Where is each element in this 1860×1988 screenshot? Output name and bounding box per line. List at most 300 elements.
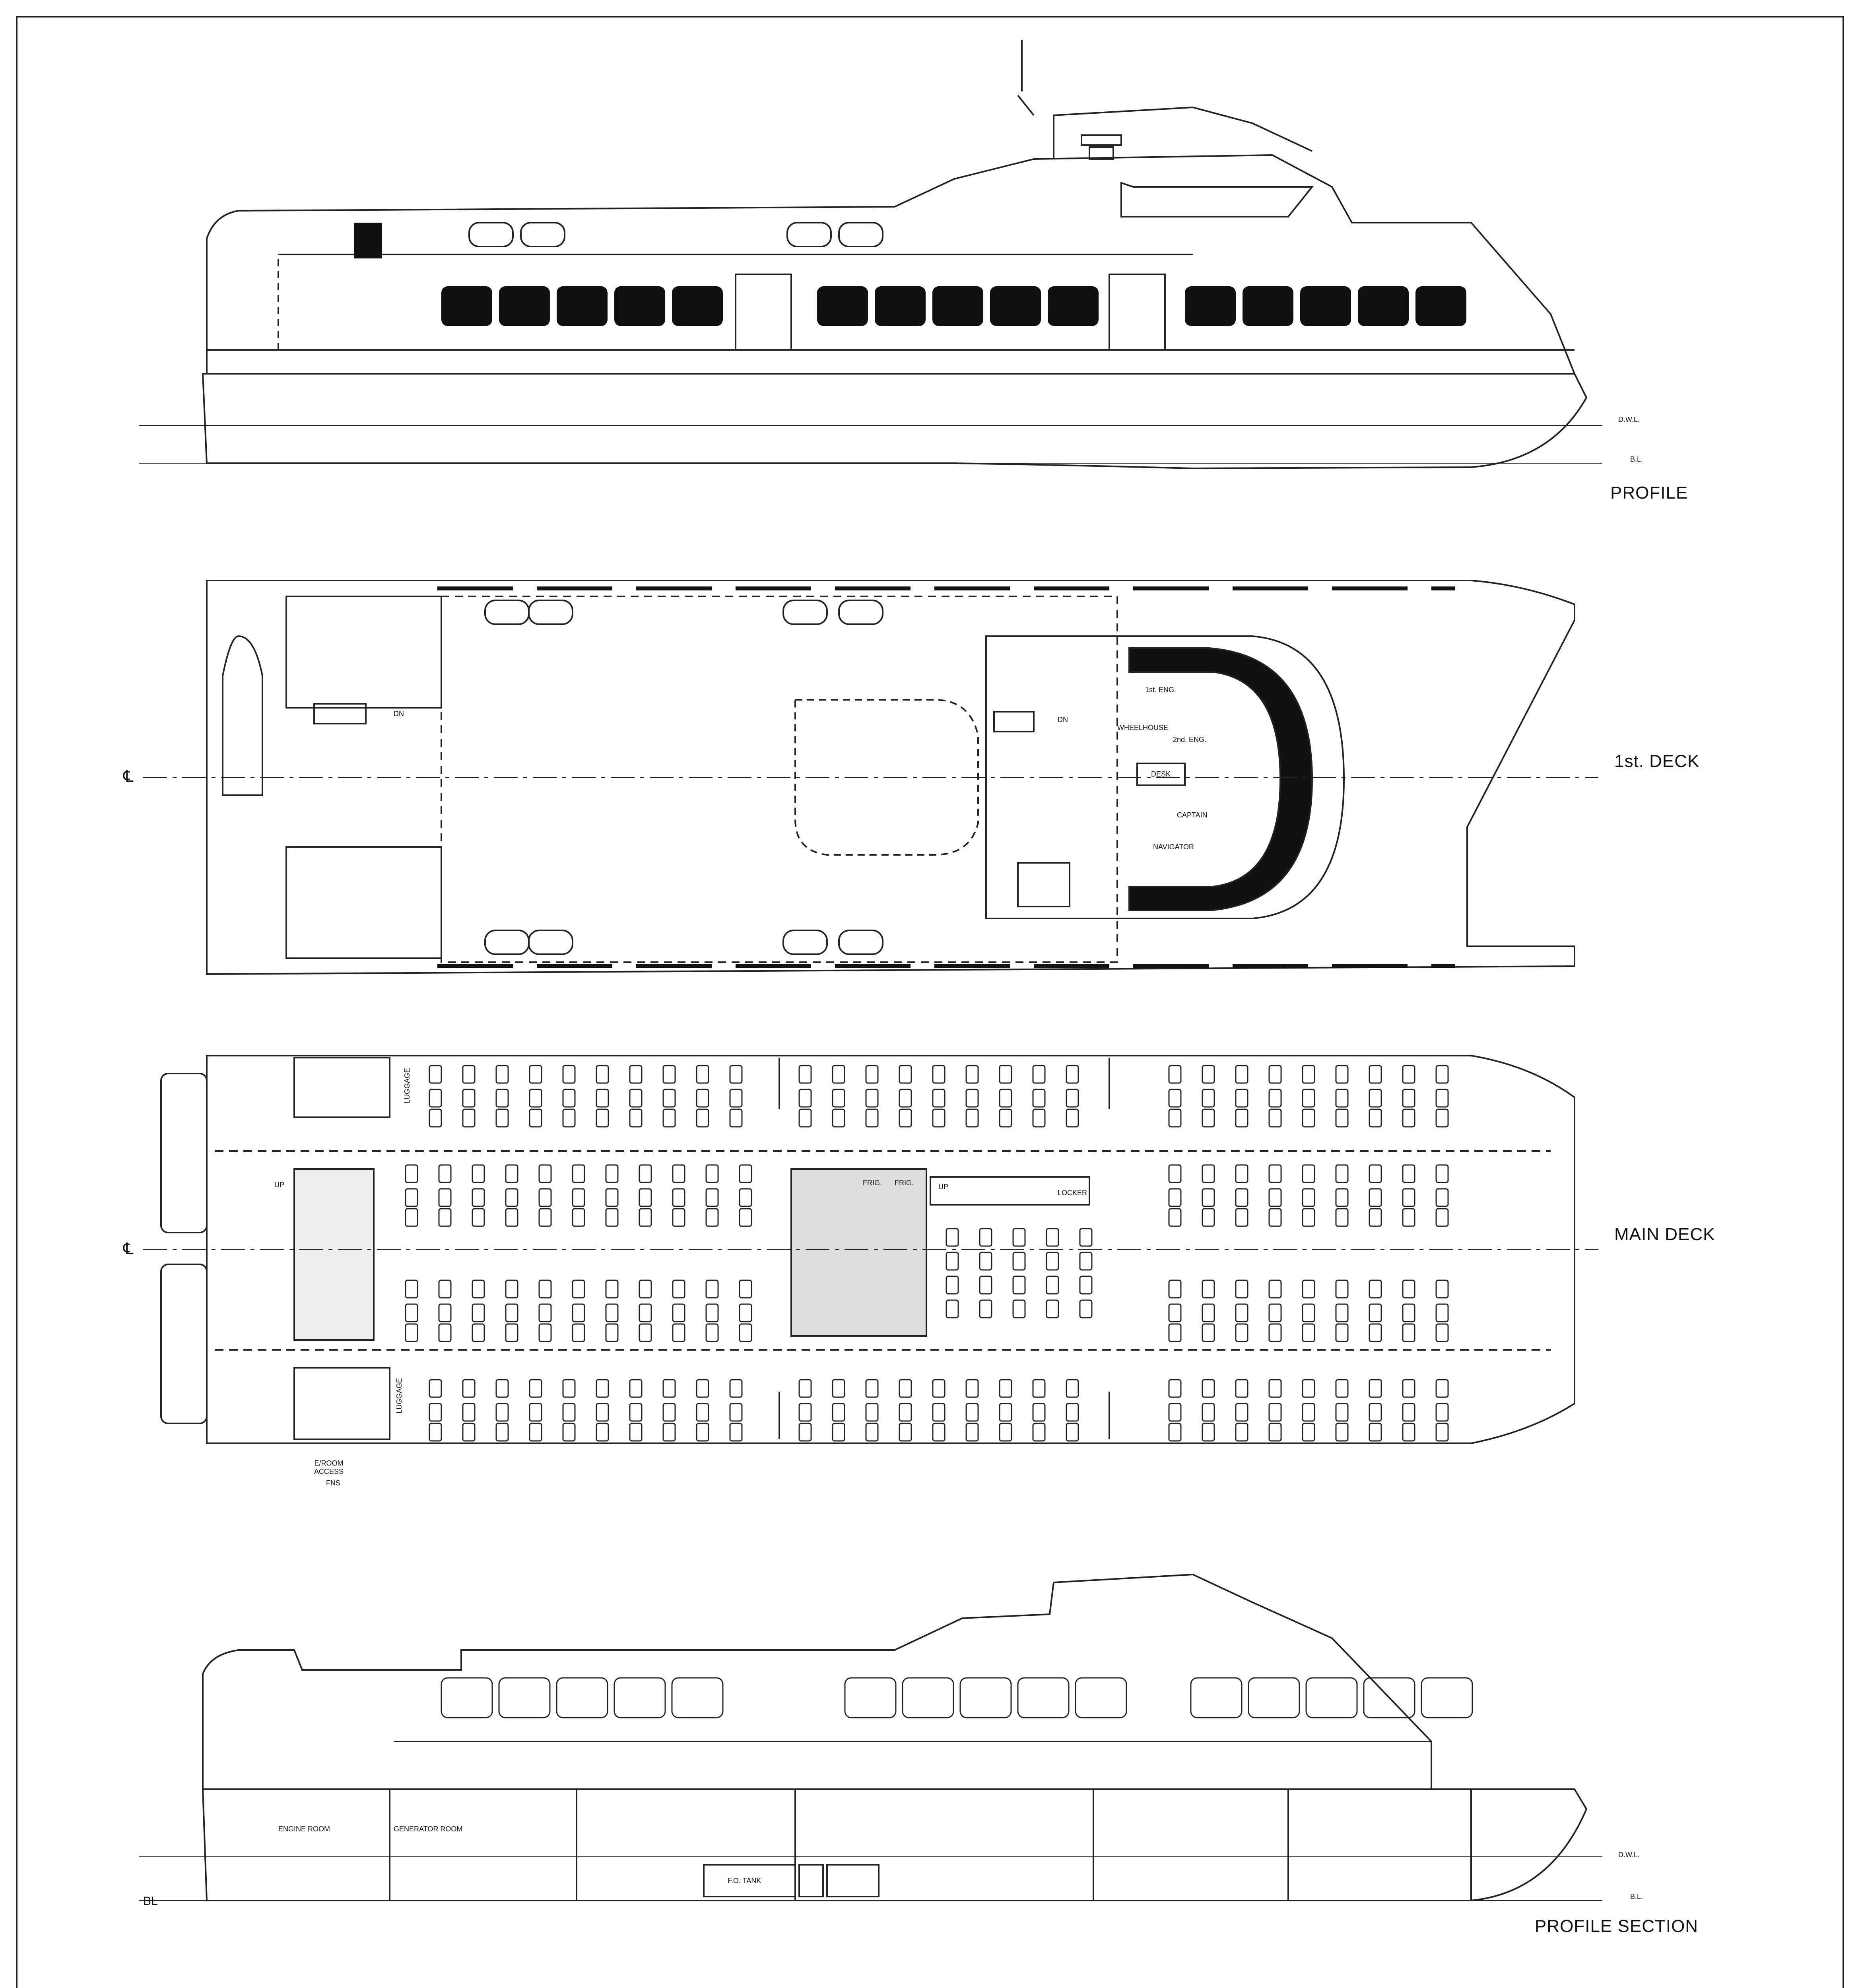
label-dn-wheelhouse: DN (1058, 716, 1068, 724)
section-window (672, 1678, 723, 1718)
section-window (1076, 1678, 1126, 1718)
passenger-seat (1202, 1404, 1214, 1421)
passenger-seat (899, 1404, 911, 1421)
bl-marker: B.L. (1630, 455, 1643, 463)
passenger-seat (1202, 1280, 1214, 1298)
passenger-seat (1336, 1109, 1348, 1127)
passenger-seat (596, 1109, 608, 1127)
passenger-seat (946, 1252, 958, 1270)
passenger-seat (730, 1404, 742, 1421)
passenger-seat (740, 1165, 751, 1182)
passenger-seat (639, 1209, 651, 1226)
passenger-seat (697, 1109, 709, 1127)
passenger-seat (1080, 1229, 1092, 1246)
passenger-seat (630, 1423, 642, 1441)
passenger-seat (1336, 1280, 1348, 1298)
passenger-seat (1202, 1304, 1214, 1322)
view-title-first-deck: 1st. DECK (1614, 751, 1700, 771)
passenger-seat (429, 1066, 441, 1083)
passenger-seat (980, 1252, 992, 1270)
passenger-seat (1202, 1324, 1214, 1342)
passenger-seat (730, 1380, 742, 1397)
passenger-seat (496, 1089, 508, 1107)
passenger-seat (697, 1066, 709, 1083)
passenger-seat (1066, 1109, 1078, 1127)
passenger-seat (539, 1280, 551, 1298)
passenger-seat (673, 1280, 685, 1298)
passenger-seat (966, 1404, 978, 1421)
passenger-seat (506, 1209, 518, 1226)
label-dn-aft: DN (394, 710, 404, 718)
passenger-seat (563, 1066, 575, 1083)
passenger-seat (496, 1423, 508, 1441)
section-window (1421, 1678, 1472, 1718)
passenger-seat (1202, 1109, 1214, 1127)
passenger-seat (1369, 1089, 1381, 1107)
passenger-seat (1033, 1066, 1045, 1083)
passenger-seat (530, 1380, 542, 1397)
passenger-seat (1436, 1304, 1448, 1322)
passenger-seat (1169, 1109, 1181, 1127)
passenger-seat (429, 1109, 441, 1127)
passenger-seat (539, 1324, 551, 1342)
passenger-seat (573, 1304, 584, 1322)
label-luggage-bottom: LUGGAGE (395, 1378, 404, 1414)
passenger-seat (1269, 1189, 1281, 1206)
passenger-seat (799, 1423, 811, 1441)
passenger-seat (799, 1404, 811, 1421)
passenger-seat (663, 1089, 675, 1107)
passenger-seat (1066, 1066, 1078, 1083)
passenger-seat (1303, 1109, 1314, 1127)
dwl-marker: D.W.L. (1618, 415, 1640, 423)
passenger-seat (1369, 1209, 1381, 1226)
passenger-seat (673, 1189, 685, 1206)
label-luggage-top: LUGGAGE (403, 1068, 412, 1104)
profile-view (139, 40, 1602, 468)
passenger-seat (1013, 1300, 1025, 1318)
passenger-seat (1436, 1066, 1448, 1083)
view-title-main-deck: MAIN DECK (1614, 1225, 1715, 1244)
passenger-seat (1269, 1423, 1281, 1441)
passenger-seat (472, 1189, 484, 1206)
section-window (1191, 1678, 1242, 1718)
passenger-seat (1066, 1380, 1078, 1397)
passenger-seat (573, 1165, 584, 1182)
passenger-seat (606, 1209, 618, 1226)
passenger-seat (1000, 1423, 1012, 1441)
passenger-seat (1369, 1109, 1381, 1127)
passenger-seat (639, 1165, 651, 1182)
passenger-seat (439, 1280, 451, 1298)
passenger-seat (1169, 1209, 1181, 1226)
passenger-seat (573, 1324, 584, 1342)
passenger-seat (1236, 1209, 1248, 1226)
passenger-seat (463, 1109, 475, 1127)
passenger-seat (1202, 1189, 1214, 1206)
passenger-seat (1236, 1324, 1248, 1342)
passenger-seat (472, 1209, 484, 1226)
section-window (1306, 1678, 1357, 1718)
passenger-seat (1169, 1165, 1181, 1182)
label-captain: CAPTAIN (1177, 811, 1208, 819)
passenger-seat (697, 1423, 709, 1441)
passenger-seat (606, 1189, 618, 1206)
profile-hull (203, 374, 1586, 468)
passenger-seat (406, 1324, 417, 1342)
passenger-seat (799, 1380, 811, 1397)
passenger-seat (630, 1109, 642, 1127)
passenger-seat (980, 1300, 992, 1318)
passenger-seat (573, 1189, 584, 1206)
passenger-seat (1369, 1304, 1381, 1322)
passenger-seat (706, 1304, 718, 1322)
section-window (441, 1678, 492, 1718)
section-window (614, 1678, 665, 1718)
passenger-seat (799, 1109, 811, 1127)
passenger-seat (706, 1324, 718, 1342)
passenger-seat (496, 1109, 508, 1127)
passenger-seat (563, 1423, 575, 1441)
passenger-seat (1080, 1276, 1092, 1294)
passenger-seat (1436, 1165, 1448, 1182)
passenger-seat (506, 1280, 518, 1298)
passenger-seat (1336, 1404, 1348, 1421)
passenger-seat (429, 1380, 441, 1397)
passenger-seat (1269, 1089, 1281, 1107)
label-first-eng: 1st. ENG. (1145, 686, 1177, 694)
passenger-seat (463, 1089, 475, 1107)
passenger-seat (406, 1304, 417, 1322)
passenger-seat (596, 1380, 608, 1397)
passenger-seat (1269, 1404, 1281, 1421)
section-windows (441, 1678, 1472, 1718)
passenger-seat (1046, 1252, 1058, 1270)
passenger-seat (1436, 1089, 1448, 1107)
passenger-seat (697, 1089, 709, 1107)
passenger-seat (1436, 1189, 1448, 1206)
passenger-seat (697, 1380, 709, 1397)
passenger-seat (1046, 1229, 1058, 1246)
view-title-profile: PROFILE (1610, 483, 1688, 503)
passenger-seat (933, 1380, 945, 1397)
passenger-seat (1403, 1280, 1415, 1298)
passenger-seat (506, 1189, 518, 1206)
label-up-left: UP (274, 1181, 285, 1189)
passenger-seat (673, 1324, 685, 1342)
passenger-seat (706, 1189, 718, 1206)
passenger-seat (899, 1380, 911, 1397)
section-window (1018, 1678, 1069, 1718)
passenger-seat (1236, 1089, 1248, 1107)
passenger-seat (506, 1304, 518, 1322)
passenger-seat (730, 1089, 742, 1107)
view-title-profile-section: PROFILE SECTION (1535, 1916, 1699, 1936)
passenger-seat (730, 1423, 742, 1441)
dwl-marker-section: D.W.L. (1618, 1851, 1640, 1859)
passenger-seat (966, 1066, 978, 1083)
passenger-seat (1336, 1380, 1348, 1397)
passenger-seat (1080, 1300, 1092, 1318)
passenger-seat (946, 1276, 958, 1294)
passenger-seat (833, 1404, 845, 1421)
passenger-seat (1169, 1066, 1181, 1083)
profile-section-view (139, 1574, 1602, 1901)
label-fo-tank-section: F.O. TANK (728, 1877, 761, 1885)
passenger-seat (1013, 1252, 1025, 1270)
passenger-seat (866, 1066, 878, 1083)
passenger-seat (966, 1109, 978, 1127)
passenger-seat (630, 1066, 642, 1083)
passenger-seat (1369, 1324, 1381, 1342)
passenger-seat (439, 1189, 451, 1206)
passenger-seat (1269, 1324, 1281, 1342)
passenger-seat (1336, 1089, 1348, 1107)
passenger-seat (866, 1380, 878, 1397)
passenger-seat (1336, 1209, 1348, 1226)
passenger-seat (506, 1165, 518, 1182)
centerline-symbol-2: ℄ (123, 1240, 134, 1258)
passenger-seat (1403, 1423, 1415, 1441)
passenger-seat (706, 1165, 718, 1182)
passenger-seat (899, 1089, 911, 1107)
passenger-seat (1369, 1404, 1381, 1421)
passenger-seat (463, 1404, 475, 1421)
passenger-seat (530, 1066, 542, 1083)
passenger-seat (1436, 1324, 1448, 1342)
passenger-seat (1436, 1404, 1448, 1421)
passenger-seat (1436, 1423, 1448, 1441)
passenger-seat (1369, 1165, 1381, 1182)
label-desk: DESK (1151, 770, 1171, 778)
passenger-seat (1202, 1380, 1214, 1397)
section-window (845, 1678, 896, 1718)
passenger-seat (833, 1089, 845, 1107)
passenger-seat (1436, 1380, 1448, 1397)
passenger-seat (606, 1165, 618, 1182)
passenger-seat (730, 1109, 742, 1127)
passenger-seat (1303, 1304, 1314, 1322)
passenger-seat (429, 1423, 441, 1441)
passenger-seat (1236, 1109, 1248, 1127)
passenger-seat (1303, 1324, 1314, 1342)
passenger-seat (1403, 1404, 1415, 1421)
passenger-seat (933, 1089, 945, 1107)
passenger-seat (663, 1380, 675, 1397)
passenger-seat (706, 1209, 718, 1226)
passenger-seat (1202, 1209, 1214, 1226)
passenger-seat (966, 1089, 978, 1107)
passenger-seat (439, 1324, 451, 1342)
passenger-seat (673, 1209, 685, 1226)
passenger-seat (866, 1404, 878, 1421)
passenger-seat (1403, 1066, 1415, 1083)
passenger-seat (463, 1380, 475, 1397)
passenger-seat (1403, 1089, 1415, 1107)
passenger-seat (639, 1280, 651, 1298)
passenger-seat (1236, 1189, 1248, 1206)
passenger-seat (1202, 1066, 1214, 1083)
passenger-seat (1269, 1165, 1281, 1182)
label-frig-2: FRIG. (895, 1179, 914, 1187)
passenger-seat (463, 1423, 475, 1441)
passenger-seat (1236, 1066, 1248, 1083)
passenger-seat (596, 1089, 608, 1107)
passenger-seat (1403, 1209, 1415, 1226)
passenger-seat (1236, 1423, 1248, 1441)
passenger-seat (1169, 1380, 1181, 1397)
passenger-seat (596, 1423, 608, 1441)
passenger-seat (1403, 1165, 1415, 1182)
passenger-seat (539, 1209, 551, 1226)
passenger-seat (663, 1423, 675, 1441)
passenger-seat (1436, 1109, 1448, 1127)
rescue-boat (223, 636, 262, 795)
passenger-seat (563, 1380, 575, 1397)
passenger-seat (406, 1209, 417, 1226)
passenger-seat (1169, 1324, 1181, 1342)
passenger-seat (673, 1165, 685, 1182)
passenger-seat (606, 1304, 618, 1322)
passenger-seat (563, 1089, 575, 1107)
passenger-seat (740, 1209, 751, 1226)
passenger-seat (1303, 1404, 1314, 1421)
passenger-seat (980, 1229, 992, 1246)
passenger-seat (406, 1165, 417, 1182)
passenger-seat (833, 1066, 845, 1083)
passenger-seat (1202, 1165, 1214, 1182)
passenger-seat (1236, 1380, 1248, 1397)
passenger-seat (1369, 1380, 1381, 1397)
section-window (499, 1678, 550, 1718)
section-window (557, 1678, 608, 1718)
passenger-seat (740, 1324, 751, 1342)
passenger-seat (539, 1189, 551, 1206)
bl-marker-left: BL (143, 1895, 158, 1908)
passenger-seat (539, 1165, 551, 1182)
profile-wheelhouse (1054, 107, 1312, 159)
passenger-seat (663, 1404, 675, 1421)
passenger-seat (1046, 1300, 1058, 1318)
passenger-seat (472, 1304, 484, 1322)
passenger-seat (1000, 1404, 1012, 1421)
passenger-seat (740, 1280, 751, 1298)
label-engine-room-section: ENGINE ROOM (278, 1825, 330, 1833)
passenger-seat (1080, 1252, 1092, 1270)
passenger-seat (472, 1165, 484, 1182)
passenger-seat (1013, 1276, 1025, 1294)
passenger-seat (639, 1304, 651, 1322)
passenger-seat (439, 1304, 451, 1322)
passenger-seat (899, 1423, 911, 1441)
passenger-seat (1336, 1066, 1348, 1083)
passenger-seat (706, 1280, 718, 1298)
passenger-seat (1369, 1066, 1381, 1083)
passenger-seat (1169, 1280, 1181, 1298)
passenger-seat (496, 1404, 508, 1421)
passenger-seat (439, 1209, 451, 1226)
passenger-seat (1303, 1165, 1314, 1182)
passenger-seat (1066, 1423, 1078, 1441)
passenger-seat (833, 1423, 845, 1441)
passenger-seat (596, 1066, 608, 1083)
passenger-seat (439, 1165, 451, 1182)
passenger-seat (899, 1109, 911, 1127)
passenger-seat (697, 1404, 709, 1421)
passenger-seat (573, 1280, 584, 1298)
passenger-seat (639, 1324, 651, 1342)
passenger-seat (1403, 1189, 1415, 1206)
passenger-seat (429, 1404, 441, 1421)
passenger-seat (1169, 1304, 1181, 1322)
passenger-seat (1169, 1423, 1181, 1441)
passenger-seat (563, 1109, 575, 1127)
label-navigator: NAVIGATOR (1153, 843, 1194, 851)
passenger-seat (1033, 1423, 1045, 1441)
profile-superstructure (207, 155, 1575, 374)
label-wheelhouse: WHEELHOUSE (1117, 724, 1169, 732)
label-generator-room: GENERATOR ROOM (394, 1825, 463, 1833)
passenger-seat (833, 1380, 845, 1397)
passenger-seat (606, 1280, 618, 1298)
passenger-seat (573, 1209, 584, 1226)
passenger-seat (1000, 1066, 1012, 1083)
passenger-seat (530, 1423, 542, 1441)
passenger-seat (799, 1089, 811, 1107)
passenger-seat (1369, 1280, 1381, 1298)
passenger-seat (530, 1109, 542, 1127)
passenger-seat (1236, 1280, 1248, 1298)
passenger-seat (1033, 1109, 1045, 1127)
passenger-seat (1033, 1380, 1045, 1397)
passenger-seat (933, 1109, 945, 1127)
passenger-seat (1303, 1089, 1314, 1107)
passenger-seat (1369, 1423, 1381, 1441)
passenger-seat (472, 1280, 484, 1298)
passenger-seat (406, 1280, 417, 1298)
passenger-seat (1202, 1423, 1214, 1441)
passenger-seat (472, 1324, 484, 1342)
passenger-seat (899, 1066, 911, 1083)
passenger-seat (1336, 1423, 1348, 1441)
passenger-seat (1169, 1089, 1181, 1107)
passenger-seat (1033, 1404, 1045, 1421)
passenger-seat (1000, 1380, 1012, 1397)
passenger-seat (980, 1276, 992, 1294)
passenger-seat (933, 1404, 945, 1421)
section-window (960, 1678, 1011, 1718)
passenger-seat (966, 1423, 978, 1441)
passenger-seat (530, 1404, 542, 1421)
bl-marker-section: B.L. (1630, 1893, 1643, 1901)
passenger-seat (740, 1189, 751, 1206)
passenger-seat (539, 1304, 551, 1322)
passenger-seat (1033, 1089, 1045, 1107)
passenger-seat (1403, 1324, 1415, 1342)
passenger-seat (1000, 1109, 1012, 1127)
passenger-seat (1066, 1404, 1078, 1421)
passenger-seat (663, 1109, 675, 1127)
passenger-seat (1436, 1209, 1448, 1226)
label-second-eng: 2nd. ENG. (1173, 736, 1207, 744)
passenger-seat (429, 1089, 441, 1107)
passenger-seat (730, 1066, 742, 1083)
passenger-seat (1269, 1209, 1281, 1226)
passenger-seat (1236, 1404, 1248, 1421)
passenger-seat (833, 1109, 845, 1127)
label-eroom-access: E/ROOM ACCESS (314, 1459, 344, 1475)
passenger-seat (673, 1304, 685, 1322)
